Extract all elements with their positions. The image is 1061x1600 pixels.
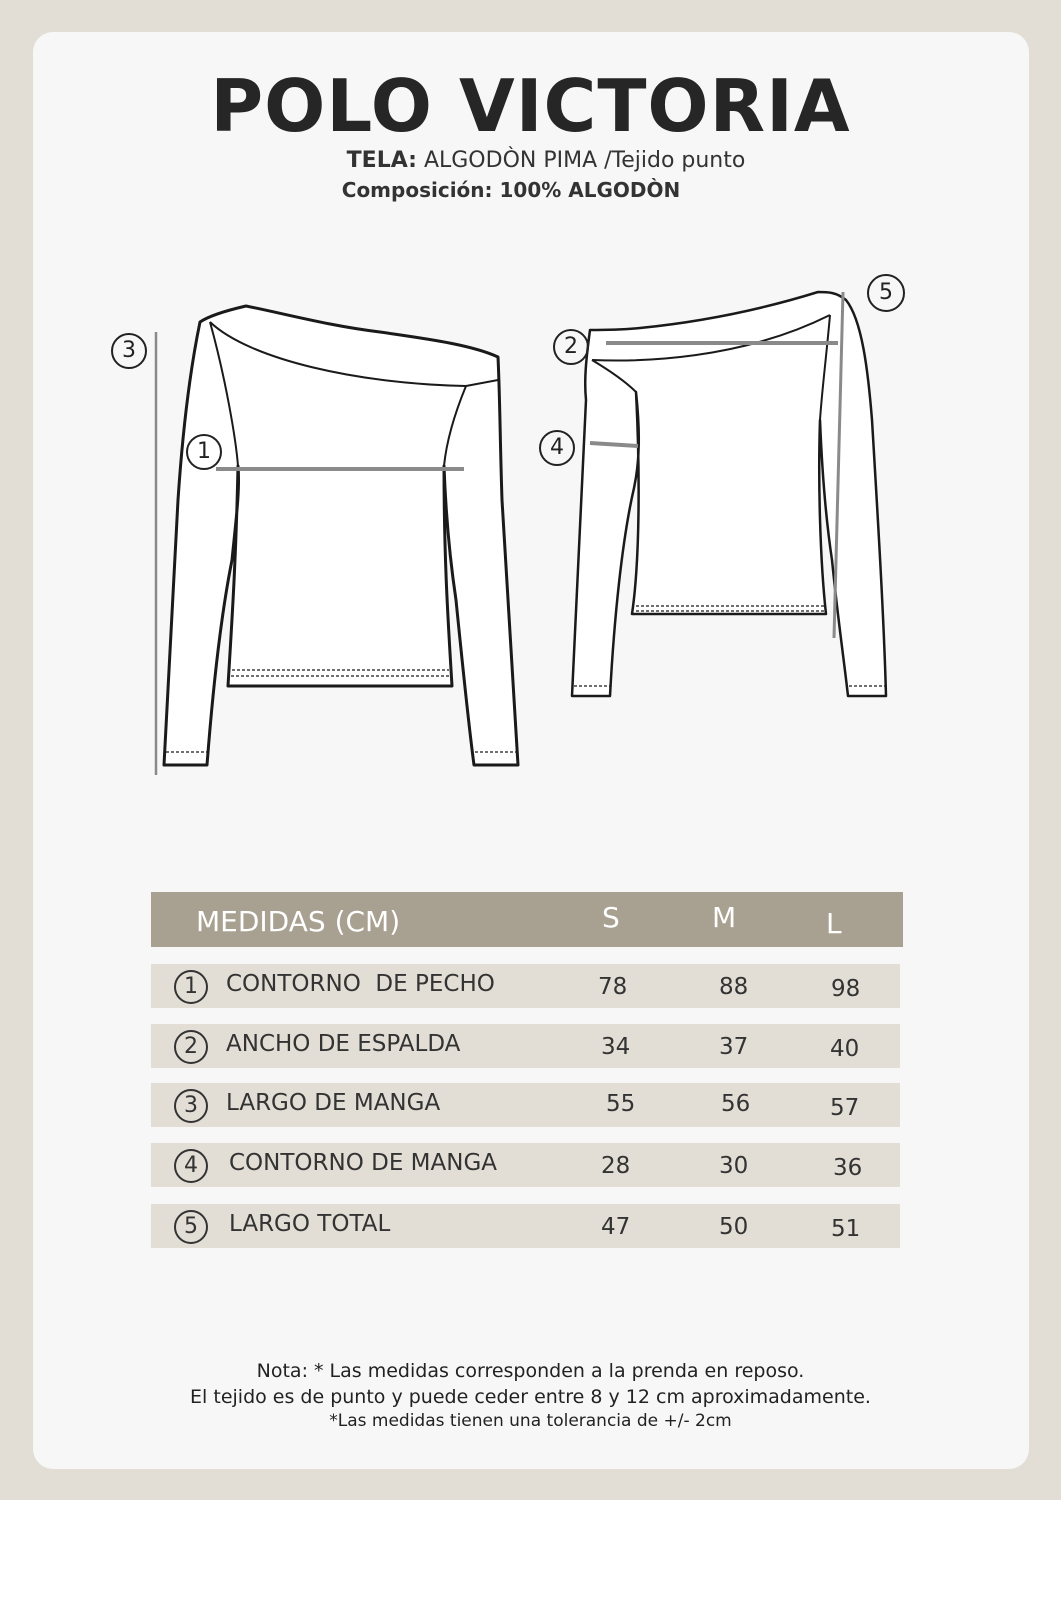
note-line-3: *Las medidas tienen una tolerancia de +/- 2cm — [329, 1411, 732, 1431]
row-label: CONTORNO DE MANGA — [229, 1150, 498, 1176]
value-s: 78 — [598, 974, 628, 1000]
table-row — [151, 964, 900, 1008]
value-s: 34 — [601, 1034, 631, 1060]
value-m: 56 — [721, 1091, 751, 1117]
header-size-l: L — [826, 907, 842, 940]
note-line-2: El tejido es de punto y puede ceder entre 8 y 12 cm aproximadamente. — [190, 1386, 871, 1408]
header-size-s: S — [602, 901, 620, 934]
value-l: 98 — [831, 976, 861, 1002]
row-number: 2 — [174, 1030, 208, 1064]
header-measures: MEDIDAS (CM) — [196, 905, 401, 938]
row-number: 3 — [174, 1089, 208, 1123]
fabric-label: TELA: — [346, 148, 417, 173]
value-l: 40 — [830, 1036, 860, 1062]
value-m: 30 — [719, 1153, 749, 1179]
composition-line: Composición: 100% ALGODÒN — [341, 178, 681, 202]
value-s: 28 — [601, 1153, 631, 1179]
row-label: LARGO TOTAL — [229, 1211, 391, 1237]
marker-2: 2 — [553, 329, 589, 365]
product-title: POLO VICTORIA — [210, 64, 851, 148]
row-number: 4 — [174, 1149, 208, 1183]
value-l: 51 — [831, 1216, 861, 1242]
row-label: ANCHO DE ESPALDA — [226, 1031, 461, 1057]
table-row — [151, 1204, 900, 1248]
value-s: 55 — [606, 1091, 636, 1117]
row-number: 5 — [174, 1210, 208, 1244]
value-l: 57 — [830, 1095, 860, 1121]
row-number: 1 — [174, 970, 208, 1004]
row-label: CONTORNO DE PECHO — [226, 971, 495, 997]
fabric-value: ALGODÒN PIMA /Tejido punto — [423, 148, 746, 173]
marker-5: 5 — [867, 274, 905, 312]
marker-3: 3 — [111, 333, 147, 369]
value-m: 37 — [719, 1034, 749, 1060]
table-row — [151, 1143, 900, 1187]
header-size-m: M — [712, 901, 737, 934]
table-row — [151, 1024, 900, 1068]
value-m: 50 — [719, 1214, 749, 1240]
note-line-1: Nota: * Las medidas corresponden a la prenda en reposo. — [256, 1360, 805, 1382]
table-header — [151, 892, 903, 947]
value-l: 36 — [833, 1155, 863, 1181]
marker-1: 1 — [186, 434, 222, 470]
table-row — [151, 1083, 900, 1127]
marker-4: 4 — [539, 430, 575, 466]
row-label: LARGO DE MANGA — [226, 1090, 441, 1116]
value-s: 47 — [601, 1214, 631, 1240]
front-garment-drawing — [164, 306, 518, 765]
value-m: 88 — [719, 974, 749, 1000]
